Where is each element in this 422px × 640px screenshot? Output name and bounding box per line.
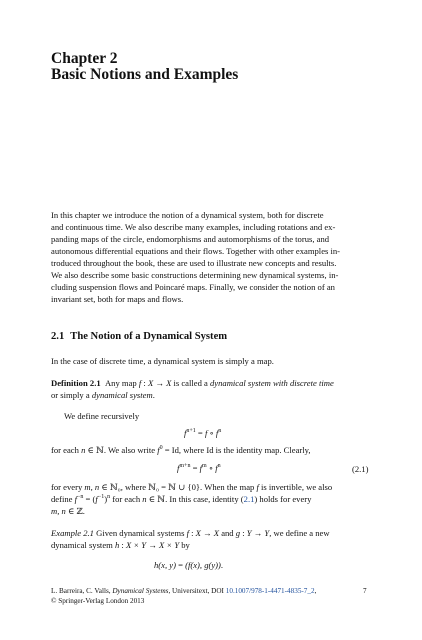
text: dynamical system: [51, 540, 115, 551]
superscript: 0: [159, 445, 163, 451]
math-h: h: [114, 540, 120, 551]
paragraph-line: [51, 481, 332, 493]
text: ∈ ℕ. In this case, identity (: [146, 494, 244, 505]
text: ∈ ℕ. We also write: [85, 445, 158, 455]
text: =: [195, 428, 205, 438]
math-f: f: [184, 428, 187, 438]
example-label: Example 2.1: [51, 528, 94, 538]
text: for every: [51, 482, 85, 492]
superscript: −n: [77, 494, 84, 501]
abstract-line: We also describe some basic constructions determining new dynamical systems, in-: [51, 270, 339, 281]
text: ): [104, 494, 108, 505]
math-f: f: [186, 528, 189, 538]
text: Any map: [104, 378, 139, 388]
defined-term: dynamical system: [91, 390, 153, 401]
definition-line: [51, 389, 334, 401]
book-title: Dynamical Systems: [112, 587, 169, 595]
text: for each: [51, 445, 82, 455]
text: :: [188, 528, 196, 538]
math-f: f: [215, 463, 218, 473]
math-f: f: [204, 428, 208, 438]
math-g: g: [235, 528, 241, 538]
text: = Id, where Id is the identity map. Clearly,: [162, 445, 311, 455]
math-mn: m, n: [51, 506, 66, 517]
definition-block: [51, 377, 334, 401]
math-f: f: [138, 378, 142, 388]
example-line: [51, 527, 330, 539]
text: and: [219, 528, 236, 538]
text: →: [146, 540, 159, 551]
text: , Universitext, DOI: [168, 587, 226, 595]
math-X: X: [147, 378, 154, 388]
math-Y: Y: [246, 528, 252, 538]
math-f: f: [177, 463, 180, 473]
text: ∈ ℤ.: [65, 506, 85, 517]
text: ) holds for every: [254, 494, 312, 505]
defined-term: dynamical system with discrete time: [209, 378, 334, 388]
math-Y: Y: [264, 528, 270, 538]
text: .: [152, 390, 155, 401]
text: →: [200, 528, 214, 538]
math-f: f: [74, 494, 78, 505]
text: is invertible, we also: [258, 482, 333, 492]
text: for each: [110, 494, 143, 505]
math-n: n: [142, 494, 147, 505]
math-XY: X × Y: [158, 540, 180, 551]
math-X: X: [195, 528, 201, 538]
paragraph-line: [51, 493, 332, 505]
paragraph-every: [51, 481, 332, 517]
copyright-line: © Springer-Verlag London 2013: [51, 597, 145, 605]
text: =: [175, 560, 186, 570]
superscript: −1: [97, 494, 105, 501]
abstract-line: autonomous differential equations and their flows. Together with other examples in-: [51, 246, 341, 257]
example-block: [51, 527, 330, 551]
text: = (: [83, 494, 96, 505]
math-rhs: (f(x), g(y)): [185, 560, 221, 570]
chapter-number: Chapter 2: [51, 50, 118, 67]
text: is called a: [171, 378, 210, 388]
abstract-line: and continuous time. We also describe many examples, including rotations and ex-: [51, 222, 336, 233]
superscript: m+n: [179, 463, 191, 469]
abstract-line: troduced throughout the book, these are used to illustrate new concepts and results.: [51, 258, 337, 269]
text: →: [153, 378, 167, 388]
text: =: [190, 463, 200, 473]
paragraph-recursive: We define recursively: [64, 411, 140, 421]
text: ∘: [206, 463, 216, 473]
abstract-line: panding maps of the circle, endomorphisms and automorphisms of the torus, and: [51, 234, 330, 245]
superscript: n+1: [186, 428, 196, 434]
definition-line: [51, 377, 334, 389]
math-X: X: [213, 528, 220, 538]
math-f: f: [256, 482, 259, 492]
footer-line: [51, 586, 316, 596]
text: Given dynamical systems: [93, 528, 187, 538]
math-lhs: h(x, y): [154, 560, 176, 570]
footer-citation: [51, 586, 316, 606]
abstract-line: In this chapter we introduce the notion of a dynamical system, both for discrete: [51, 210, 324, 220]
math-f: f: [199, 463, 202, 473]
math-n: n: [81, 445, 86, 455]
paragraph-line: [51, 505, 332, 517]
text: .: [220, 560, 224, 570]
text: ∈ ℕ₀, where ℕ₀ = ℕ ∪ {0}. When the map: [99, 482, 257, 492]
abstract-line: cluding suspension flows and Poincaré maps. Finally, we consider the notion of an: [51, 282, 335, 293]
text: define: [51, 494, 75, 505]
doi-link[interactable]: 10.1007/978-1-4471-4835-7_2: [225, 587, 315, 595]
superscript: m: [202, 463, 207, 469]
superscript: n: [218, 428, 222, 434]
page-number: 7: [363, 587, 367, 595]
equation-recursive: [184, 427, 221, 439]
text: :: [141, 378, 148, 388]
equation-reference-link[interactable]: 2.1: [243, 494, 255, 505]
math-XY: X × Y: [125, 540, 147, 551]
chapter-title: Basic Notions and Examples: [51, 66, 239, 83]
text: :: [240, 528, 247, 538]
text: ,: [314, 587, 317, 595]
equation-2-1: [177, 462, 221, 474]
paragraph-discrete-time: In the case of discrete time, a dynamical system is simply a map.: [51, 356, 274, 366]
text: by: [179, 540, 190, 551]
text: , we define a new: [269, 528, 330, 538]
text: →: [251, 528, 265, 538]
text: L. Barreira, C. Valls,: [51, 587, 113, 595]
equation-product-system: [154, 559, 223, 571]
text: or simply a: [51, 390, 92, 401]
section-title: The Notion of a Dynamical System: [70, 331, 228, 342]
section-number: 2.1: [51, 331, 65, 342]
section-heading: [51, 331, 227, 343]
paragraph-for-each: [51, 444, 311, 456]
text: ∘: [207, 428, 216, 438]
abstract-line: invariant set, both for maps and flows.: [51, 294, 184, 305]
math-X: X: [166, 378, 172, 388]
superscript: n: [217, 463, 221, 469]
text: :: [119, 540, 126, 551]
definition-label: Definition 2.1: [51, 378, 101, 388]
math-mn: m, n: [84, 482, 100, 492]
math-f: f: [157, 445, 160, 455]
example-line: [51, 539, 330, 551]
math-f: f: [95, 494, 98, 505]
chapter-abstract: [51, 209, 371, 305]
superscript: n: [107, 494, 111, 501]
math-f: f: [215, 428, 219, 438]
equation-number: (2.1): [352, 464, 369, 474]
